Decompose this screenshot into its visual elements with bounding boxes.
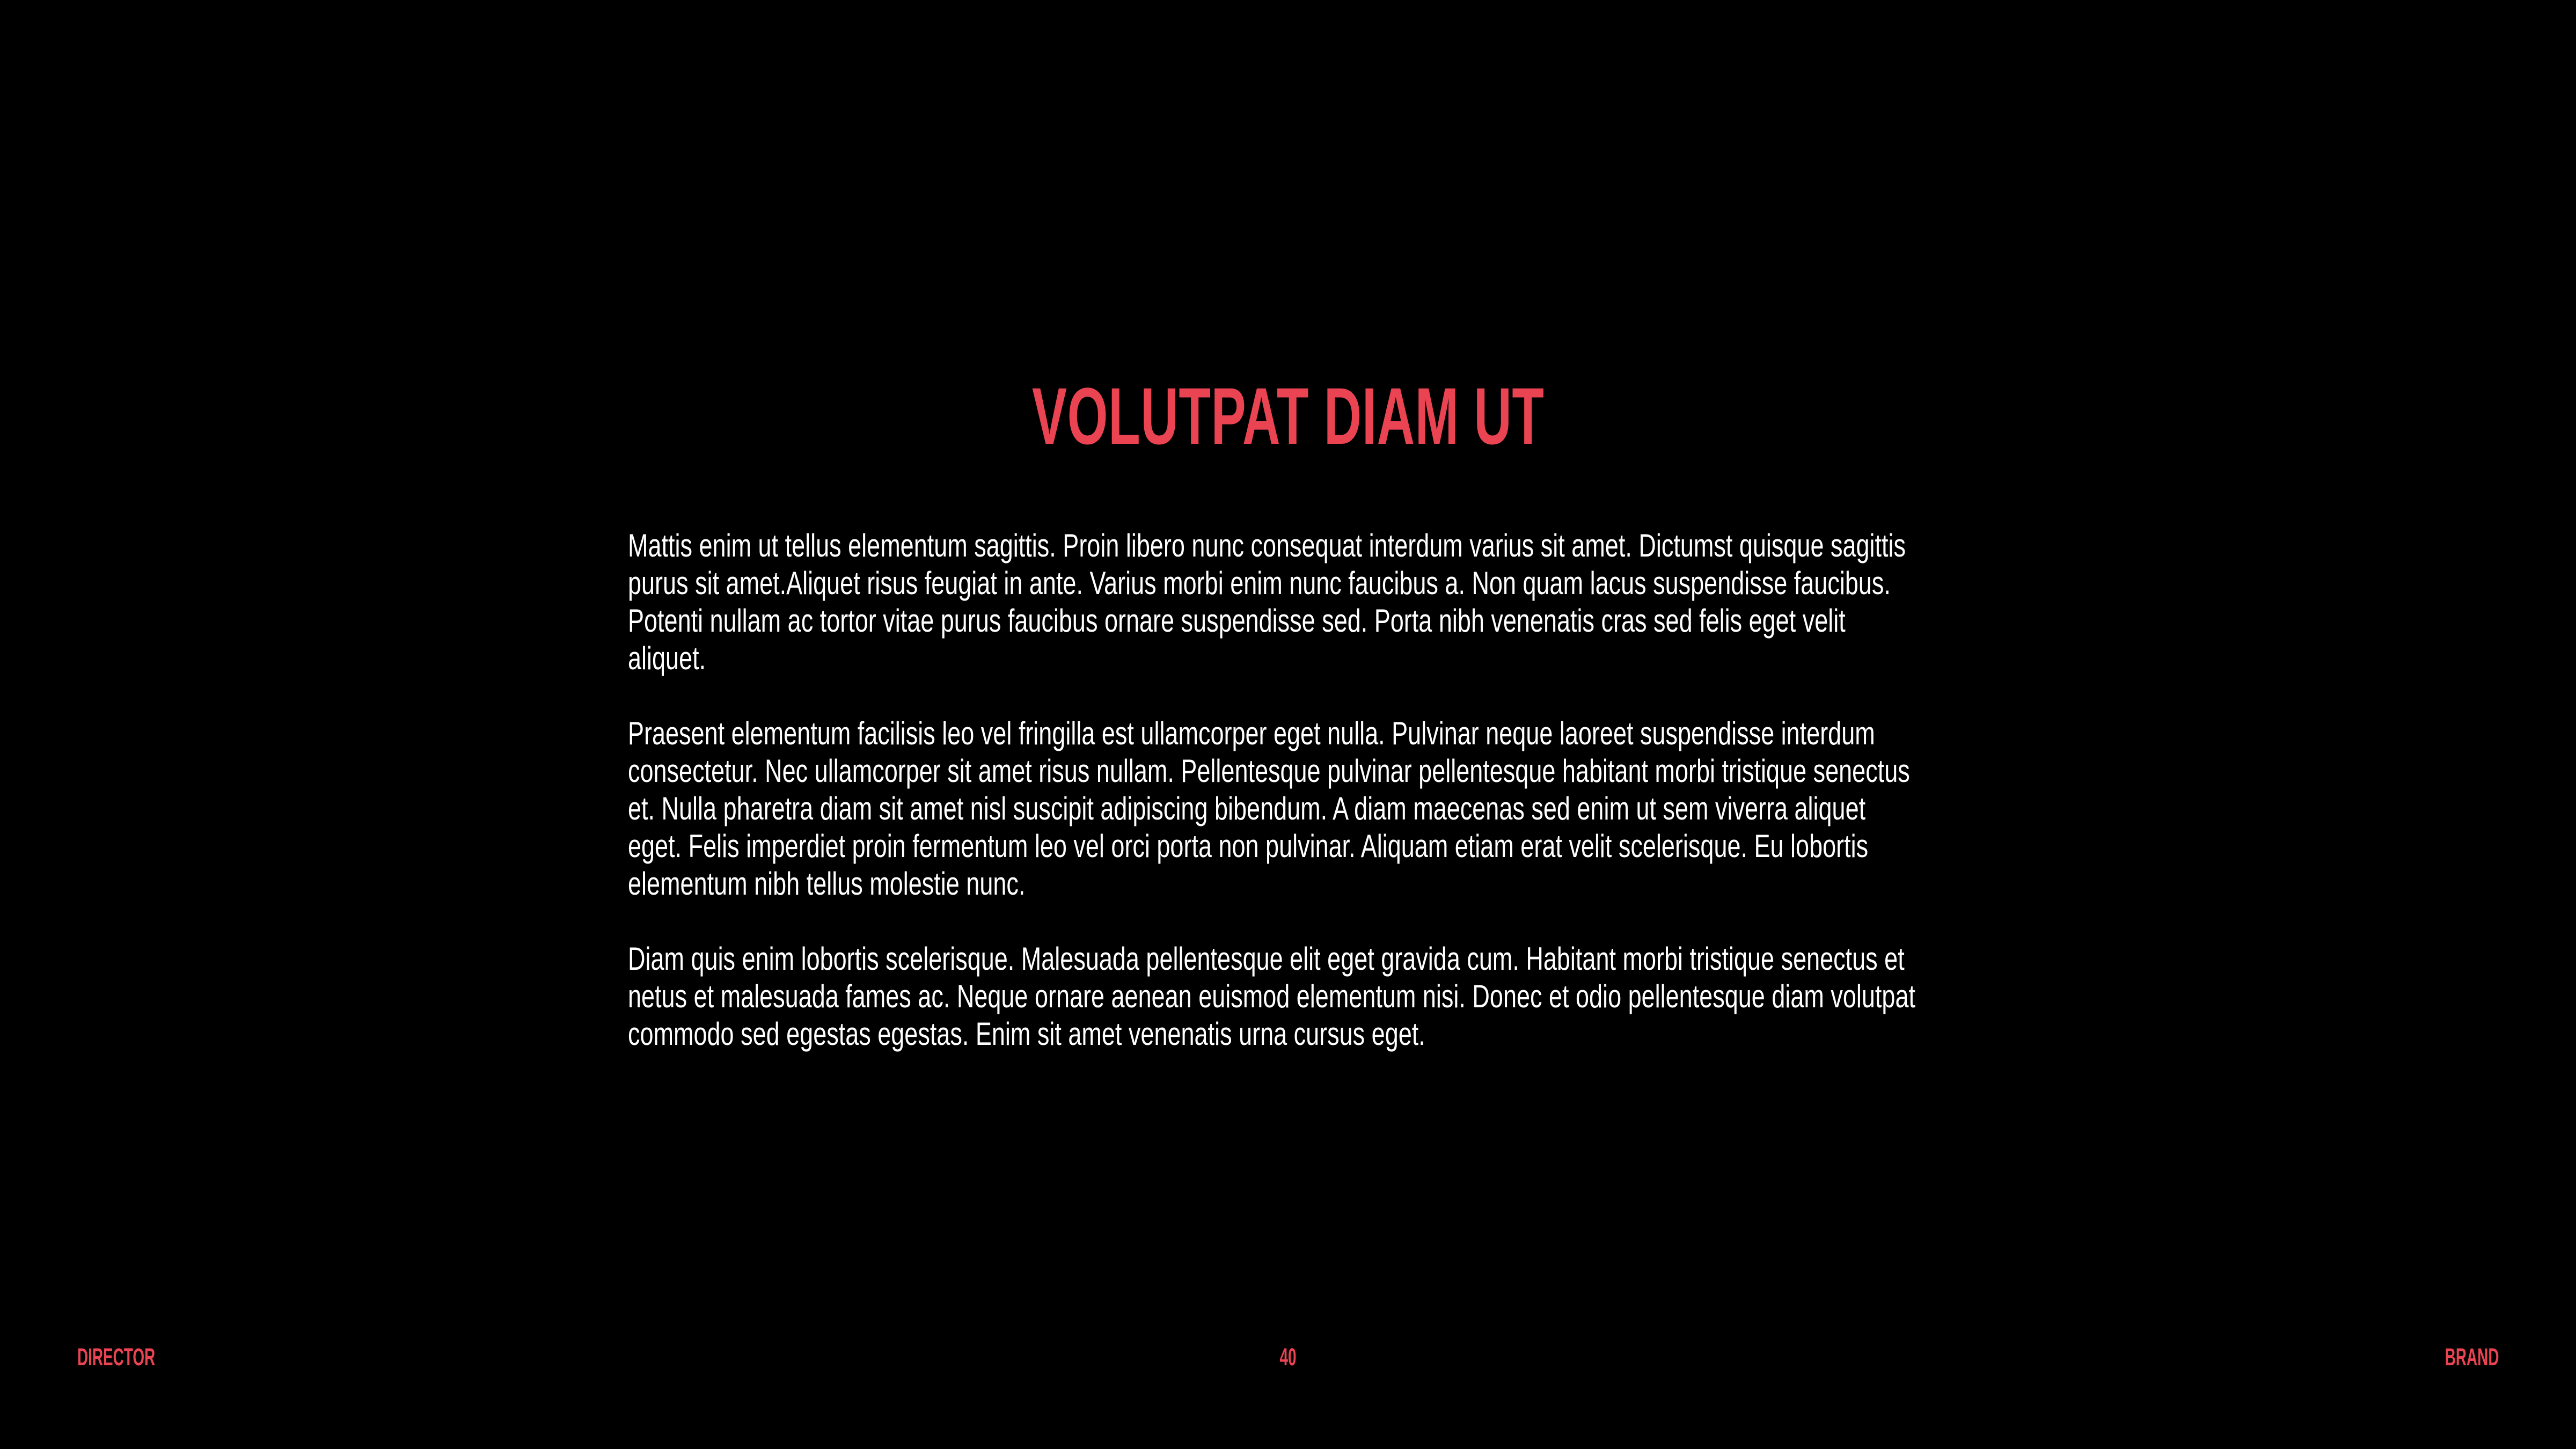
- page-number: 40: [1279, 1343, 1297, 1371]
- slide-footer: [0, 1343, 2576, 1375]
- body-paragraph: Diam quis enim lobortis scelerisque. Malesuada pellentesque elit eget gravida cum. Habitant morbi tristique senectus et netus et malesuada fames ac. Neque ornare aenean euismod elementum nisi. Donec et odio pellentesque diam volutpat commodo sed egestas egestas. Enim sit amet venenatis urna cursus eget.: [628, 941, 1915, 1052]
- slide-title: VOLUTPAT DIAM UT: [1031, 371, 1545, 461]
- title-container: [0, 371, 2576, 461]
- body-paragraph: Mattis enim ut tellus elementum sagittis. Proin libero nunc consequat interdum varius sit amet. Dictumst quisque sagittis purus sit amet.Aliquet risus feugiat in ante. Varius morbi enim nunc faucibus a. Non quam lacus suspendisse faucibus. Potenti nullam ac tortor vitae purus faucibus ornare suspendisse sed. Porta nibh venenatis cras sed felis eget velit aliquet.: [628, 528, 1906, 676]
- body-paragraph: Praesent elementum facilisis leo vel fringilla est ullamcorper eget nulla. Pulvinar neque laoreet suspendisse interdum consectetur. Nec ullamcorper sit amet risus nullam. Pellentesque pulvinar pellentesque habitant morbi tristique senectus et. Nulla pharetra diam sit amet nisl suscipit adipiscing bibendum. A diam maecenas sed enim ut sem viverra aliquet eget. Felis imperdiet proin fermentum leo vel orci porta non pulvinar. Aliquam etiam erat velit scelerisque. Eu lobortis elementum nibh tellus molestie nunc.: [628, 715, 1910, 902]
- footer-brand-label: BRAND: [2445, 1343, 2499, 1371]
- footer-director-label: DIRECTOR: [77, 1343, 156, 1371]
- footer-page-number-container: [0, 1343, 2576, 1372]
- body-text-block: [628, 527, 1916, 1053]
